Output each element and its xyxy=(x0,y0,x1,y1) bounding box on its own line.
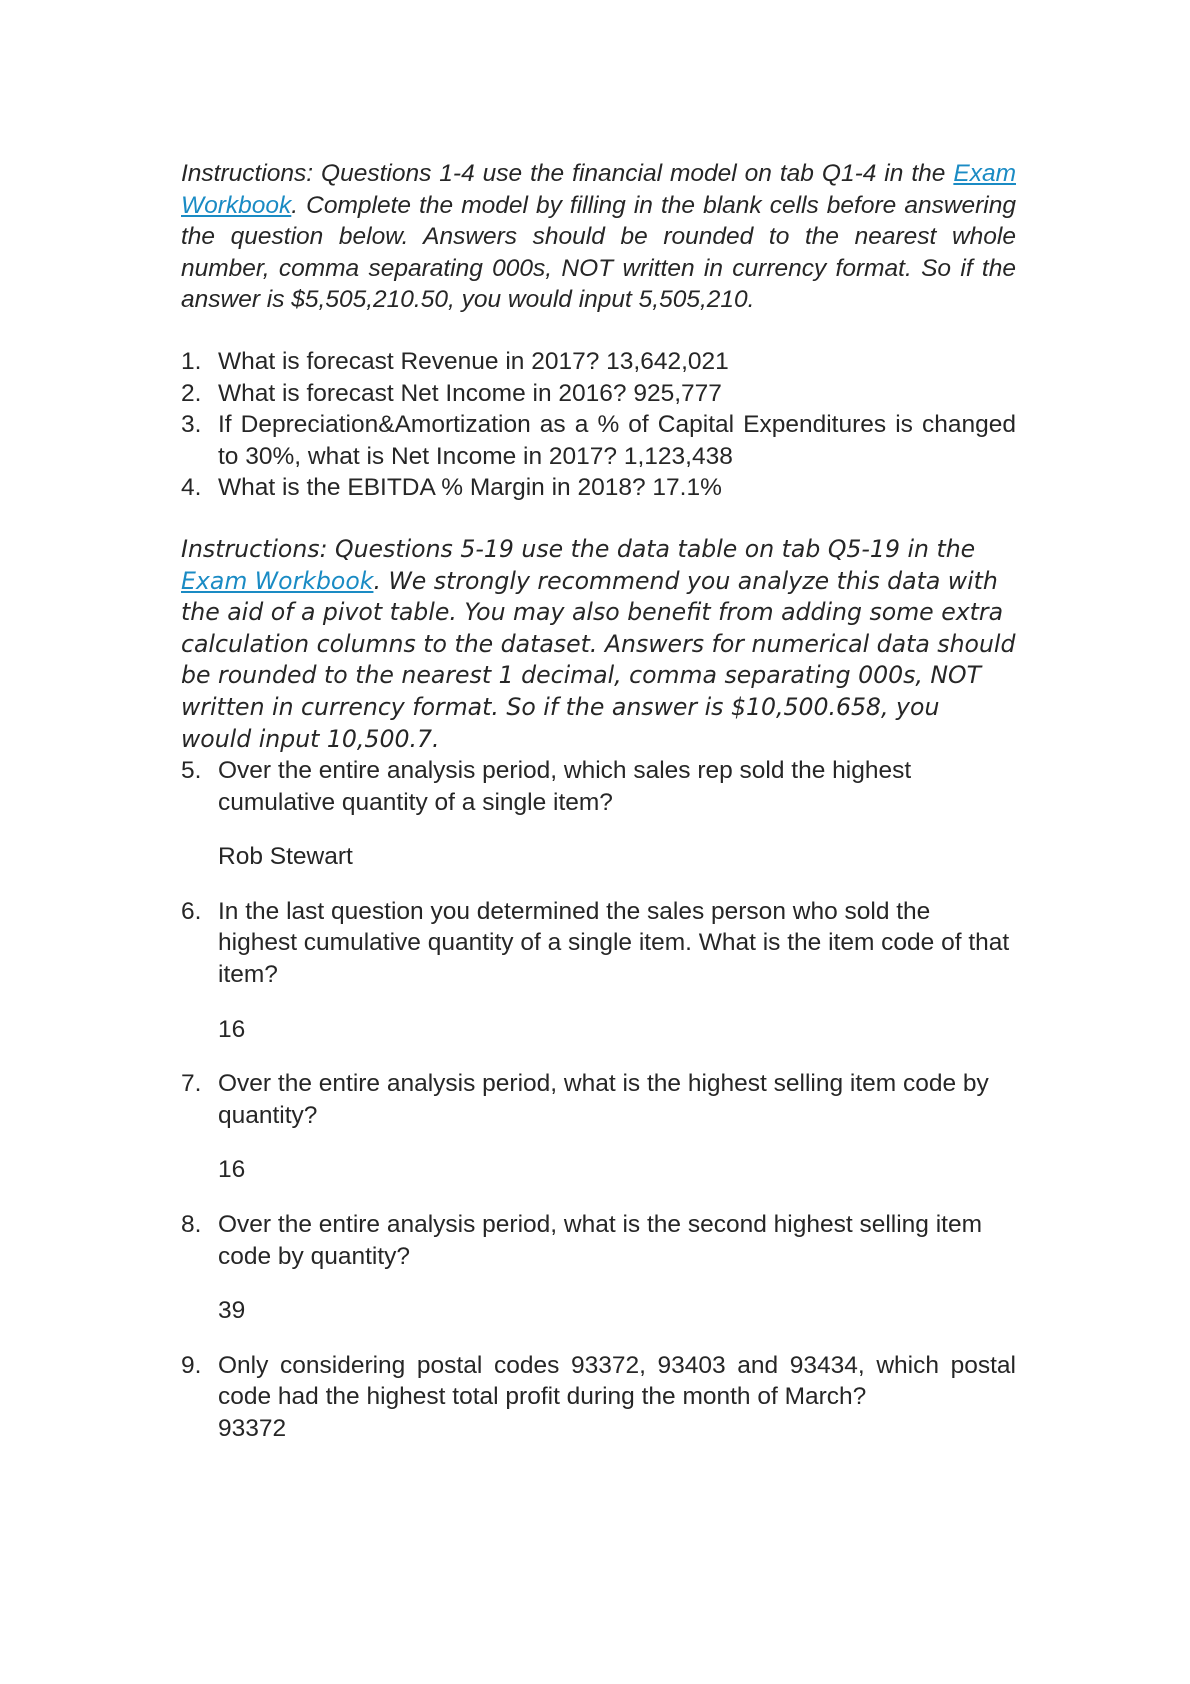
answer-text: 16 xyxy=(218,1156,246,1184)
list-item xyxy=(181,1350,1016,1445)
question-text: Over the entire analysis period, what is the highest selling item code by quantity? xyxy=(218,1070,989,1129)
question-text: Over the entire analysis period, what is the second highest selling item code by quantity? xyxy=(218,1211,982,1270)
instructions-text: Instructions: Questions 5-19 use the data table on tab Q5-19 in the xyxy=(181,534,976,563)
exam-workbook-link[interactable]: Exam Workbook xyxy=(181,160,1016,219)
list-item xyxy=(181,896,1016,1045)
instructions-text: . We strongly recommend you analyze this data with the aid of a pivot table. You may also benefit from adding some extra calculation columns to the dataset. Answers for numerical data should be rounded to the nearest 1 decimal, comma separating 000s, NOT written in currency format. So if the answer is $10,500.658, you would input 10,500.7. xyxy=(181,566,1016,753)
question-text: Only considering postal codes 93372, 93403 and 93434, which postal code had the highest total profit during the month of March? xyxy=(218,1351,1016,1411)
answer-text: 39 xyxy=(218,1297,246,1325)
list-item xyxy=(181,378,1016,410)
question-text: Over the entire analysis period, which sales rep sold the highest cumulative quantity of a single item? xyxy=(218,757,912,816)
instructions-q5-19 xyxy=(181,534,1016,755)
instructions-text: . Complete the model by filling in the blank cells before answering the question below. Answers should be rounded to the nearest whole number, comma separating 000s, NOT written in currency format. So if the answer is $5,505,210.50, you would input 5,505,210. xyxy=(181,191,1016,314)
question-number: 9. xyxy=(181,1351,202,1379)
answer-text: 93372 xyxy=(218,1415,287,1442)
questions-list-5-9 xyxy=(181,755,1016,1445)
question-number: 5. xyxy=(181,757,202,785)
question-number: 3. xyxy=(181,411,202,439)
document-page xyxy=(181,158,1016,1445)
question-text: What is forecast Revenue in 2017? 13,642,021 xyxy=(218,347,729,375)
question-number: 2. xyxy=(181,379,202,407)
answer-text: 16 xyxy=(218,1015,246,1043)
list-item xyxy=(181,409,1016,472)
instructions-text: Instructions: Questions 1-4 use the financial model on tab Q1-4 in the xyxy=(181,160,954,187)
questions-list-1-4 xyxy=(181,346,1016,504)
list-item xyxy=(181,472,1016,504)
question-number: 1. xyxy=(181,347,202,375)
question-number: 4. xyxy=(181,474,202,502)
question-number: 6. xyxy=(181,897,202,925)
list-item xyxy=(181,755,1016,873)
question-text: If Depreciation&Amortization as a % of Capital Expenditures is changed to 30%, what is Net Income in 2017? 1,123,438 xyxy=(218,411,1016,470)
instructions-q1-4 xyxy=(181,158,1016,316)
list-item xyxy=(181,346,1016,378)
answer-text: Rob Stewart xyxy=(218,843,353,871)
list-item xyxy=(181,1209,1016,1327)
question-text: What is the EBITDA % Margin in 2018? 17.1% xyxy=(218,474,722,502)
list-item xyxy=(181,1068,1016,1186)
question-number: 8. xyxy=(181,1211,202,1239)
question-number: 7. xyxy=(181,1070,202,1098)
question-text: What is forecast Net Income in 2016? 925,777 xyxy=(218,379,722,407)
exam-workbook-link[interactable]: Exam Workbook xyxy=(181,566,374,595)
question-text: In the last question you determined the sales person who sold the highest cumulative quantity of a single item. What is the item code of that item? xyxy=(218,897,1010,989)
